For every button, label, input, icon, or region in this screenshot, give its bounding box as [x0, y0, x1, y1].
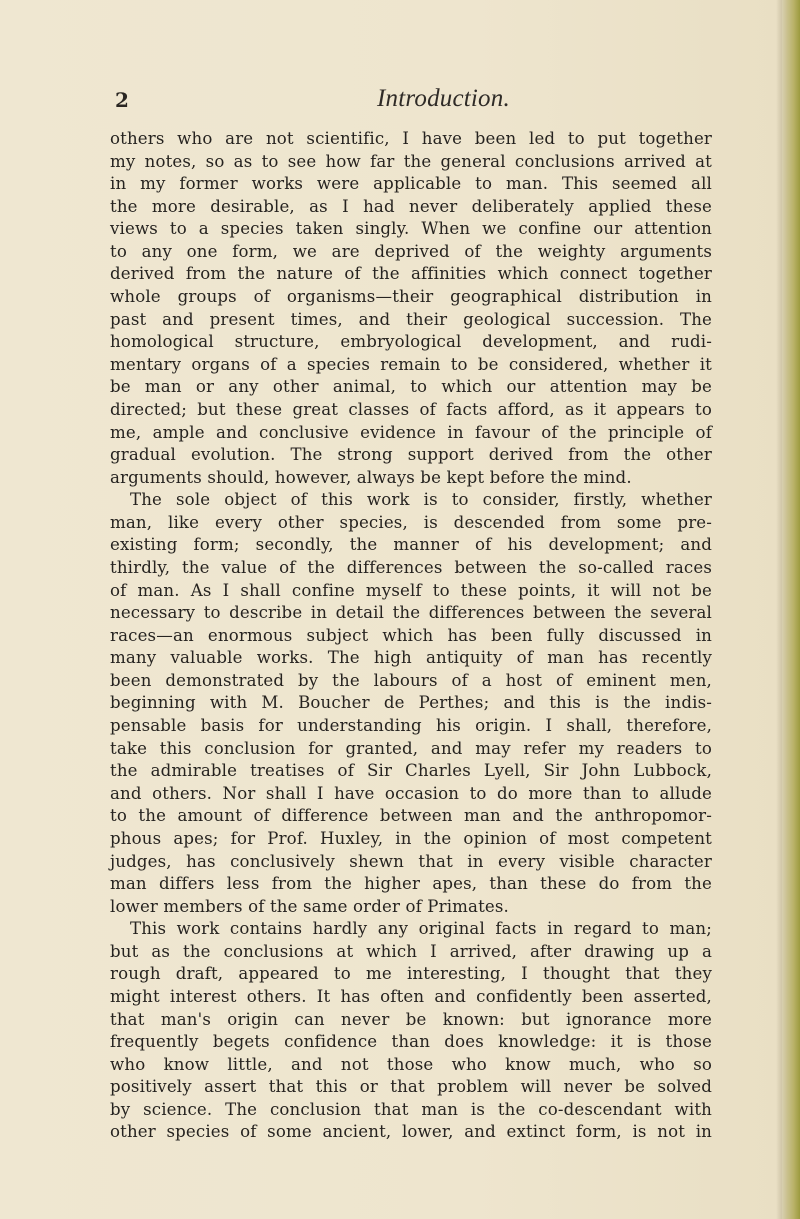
text-line: the more desirable, as I had never deliberately applied these: [110, 196, 712, 216]
text-line: many valuable works. The high antiquity of man has recently: [110, 648, 712, 668]
text-line: take this conclusion for granted, and may refer my readers to: [110, 738, 712, 758]
text-line: rough draft, appeared to me interesting, I thought that they: [110, 964, 712, 984]
running-head: [115, 87, 705, 119]
text-line: but as the conclusions at which I arrived, after drawing up a: [110, 941, 712, 961]
text-line: by science. The conclusion that man is the co-descendant with: [110, 1099, 712, 1119]
text-line: and others. Nor shall I have occasion to do more than to allude: [110, 783, 712, 803]
text-line: derived from the nature of the affinities which connect together: [110, 264, 712, 284]
text-line: arguments should, however, always be kept before the mind.: [110, 467, 632, 487]
text-line: man, like every other species, is descended from some pre-: [110, 512, 712, 532]
text-line: to the amount of difference between man and the anthropomor-: [110, 806, 712, 826]
text-line: existing form; secondly, the manner of his development; and: [110, 535, 712, 555]
body-text: [110, 128, 712, 1144]
text-line: to any one form, we are deprived of the weighty arguments: [110, 241, 712, 261]
text-line: gradual evolution. The strong support derived from the other: [110, 445, 712, 465]
text-line: been demonstrated by the labours of a host of eminent men,: [110, 670, 712, 690]
text-line: This work contains hardly any original facts in regard to man;: [130, 919, 712, 939]
text-line: who know little, and not those who know much, who so: [110, 1054, 712, 1074]
text-line: past and present times, and their geological succession. The: [110, 309, 712, 329]
text-line: lower members of the same order of Primates.: [110, 896, 509, 916]
text-line: the admirable treatises of Sir Charles Lyell, Sir John Lubbock,: [110, 761, 712, 781]
text-line: might interest others. It has often and confidently been asserted,: [110, 986, 712, 1006]
text-line: my notes, so as to see how far the general conclusions arrived at: [110, 151, 712, 171]
text-line: of man. As I shall confine myself to these points, it will not be: [110, 580, 712, 600]
text-line: phous apes; for Prof. Huxley, in the opinion of most competent: [110, 828, 712, 848]
text-line: thirdly, the value of the differences between the so-called races: [110, 557, 712, 577]
text-line: homological structure, embryological development, and rudi-: [110, 332, 712, 352]
text-line: beginning with M. Boucher de Perthes; and this is the indis-: [110, 693, 712, 713]
text-line: man differs less from the higher apes, than these do from the: [110, 874, 712, 894]
text-line: that man's origin can never be known: but ignorance more: [110, 1009, 712, 1029]
text-line: races—an enormous subject which has been fully discussed in: [110, 625, 712, 645]
text-line: directed; but these great classes of facts afford, as it appears to: [110, 399, 712, 419]
text-line: others who are not scientific, I have been led to put together: [110, 129, 712, 148]
page-number: 2: [115, 88, 129, 112]
text-line: mentary organs of a species remain to be considered, whether it: [110, 354, 712, 374]
text-line: judges, has conclusively shewn that in every visible character: [110, 851, 712, 871]
text-line: The sole object of this work is to consider, firstly, whether: [130, 490, 712, 510]
text-line: in my former works were applicable to man. This seemed all: [110, 174, 712, 194]
text-line: whole groups of organisms—their geographical distribution in: [110, 287, 712, 307]
text-line: necessary to describe in detail the differences between the several: [110, 603, 712, 623]
text-line: pensable basis for understanding his origin. I shall, therefore,: [110, 716, 712, 736]
page-edge: [782, 0, 800, 1219]
running-title: Introduction.: [377, 85, 510, 112]
text-line: views to a species taken singly. When we confine our attention: [110, 219, 712, 239]
text-line: positively assert that this or that problem will never be solved: [110, 1077, 712, 1097]
text-line: other species of some ancient, lower, and extinct form, is not in: [110, 1122, 712, 1142]
text-line: be man or any other animal, to which our attention may be: [110, 377, 712, 397]
text-line: me, ample and conclusive evidence in favour of the principle of: [110, 422, 712, 442]
text-line: frequently begets confidence than does knowledge: it is those: [110, 1032, 712, 1052]
